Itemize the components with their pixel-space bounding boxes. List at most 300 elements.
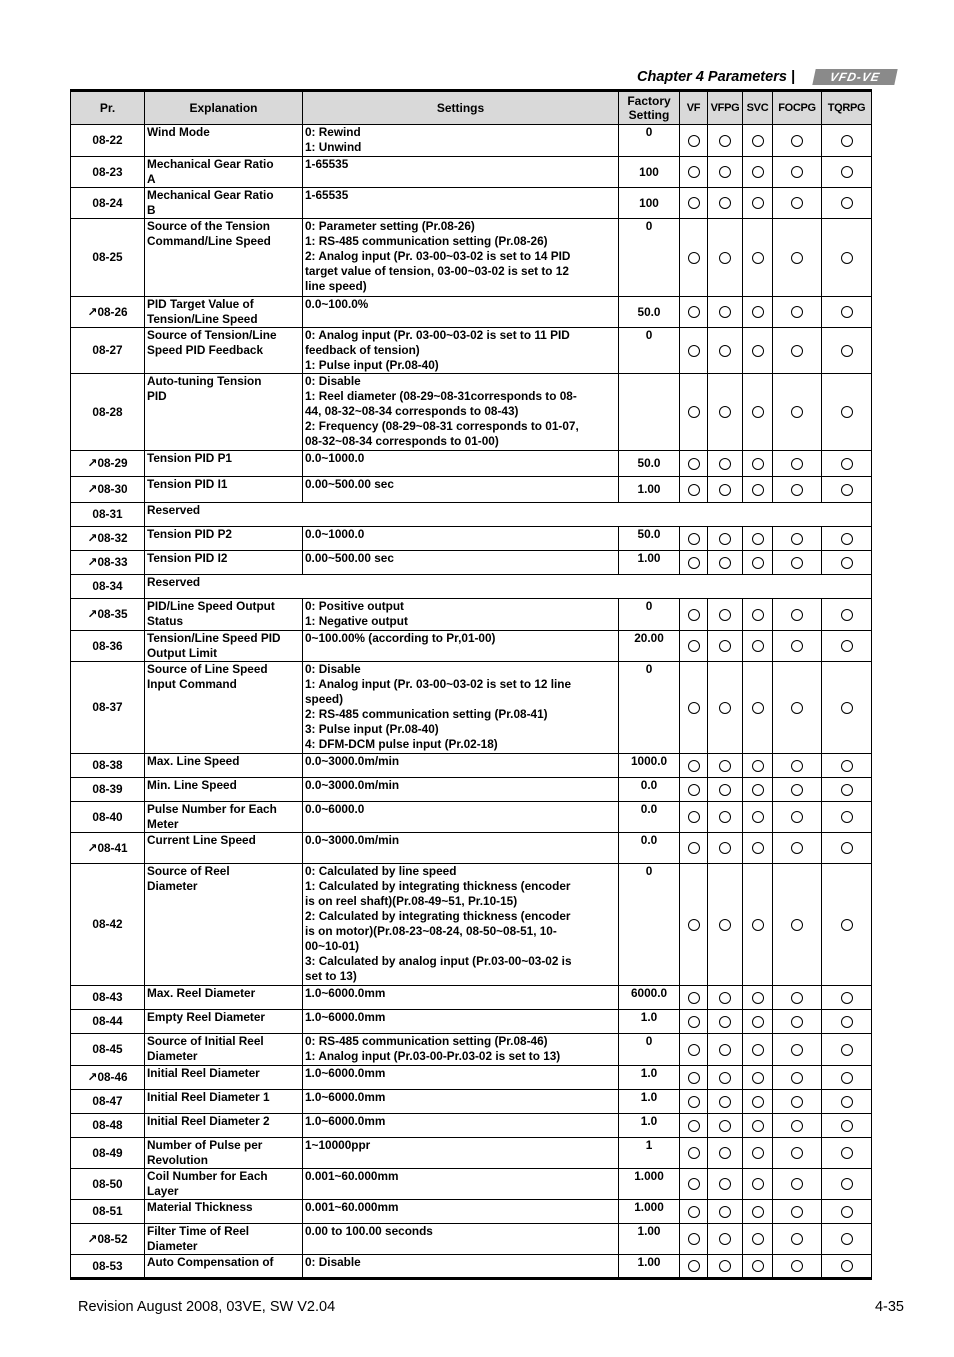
param-number-cell bbox=[71, 1114, 145, 1138]
param-number: 08-34 bbox=[92, 579, 123, 593]
circle-icon bbox=[841, 640, 853, 652]
explanation-cell bbox=[145, 1224, 303, 1255]
factory-setting-cell: 1.00 bbox=[619, 551, 680, 575]
settings-line: 1~10000ppr bbox=[305, 1138, 371, 1152]
circle-icon bbox=[841, 345, 853, 357]
control-mode-cell bbox=[708, 125, 743, 157]
settings-cell bbox=[303, 188, 619, 219]
circle-icon bbox=[791, 406, 803, 418]
circle-icon bbox=[841, 252, 853, 264]
param-number: 08-35 bbox=[97, 607, 128, 621]
circle-icon bbox=[752, 1016, 764, 1028]
control-mode-cell bbox=[822, 1224, 872, 1255]
control-mode-cell bbox=[743, 864, 773, 986]
circle-icon bbox=[752, 842, 764, 854]
runtime-editable-icon: ↗ bbox=[87, 1231, 98, 1246]
control-mode-cell bbox=[708, 1169, 743, 1200]
circle-icon bbox=[719, 1233, 731, 1245]
param-number-cell bbox=[71, 864, 145, 986]
factory-setting-cell: 1.0 bbox=[619, 1010, 680, 1034]
control-mode-cell bbox=[822, 864, 872, 986]
settings-line: 08-32~08-34 corresponds to 01-00) bbox=[305, 434, 499, 448]
circle-icon bbox=[841, 1260, 853, 1272]
circle-icon bbox=[688, 166, 700, 178]
settings-line: 4: DFM-DCM pulse input (Pr.02-18) bbox=[305, 737, 498, 751]
explanation-line: Initial Reel Diameter 1 bbox=[147, 1090, 270, 1104]
param-number: 08-38 bbox=[92, 758, 123, 772]
param-number-cell bbox=[71, 1138, 145, 1169]
param-number-cell bbox=[71, 662, 145, 754]
explanation-cell bbox=[145, 802, 303, 833]
control-mode-cell bbox=[822, 986, 872, 1010]
control-mode-cell bbox=[743, 1255, 773, 1279]
circle-icon bbox=[688, 1016, 700, 1028]
circle-icon bbox=[791, 252, 803, 264]
circle-icon bbox=[791, 345, 803, 357]
settings-line: 00~10-01) bbox=[305, 939, 360, 953]
control-mode-cell bbox=[822, 754, 872, 778]
control-mode-cell bbox=[743, 374, 773, 451]
settings-line: 2: Analog input (Pr. 03-00~03-02 is set to 14 PID bbox=[305, 249, 571, 263]
settings-line: 1.0~6000.0mm bbox=[305, 1010, 386, 1024]
circle-icon bbox=[841, 135, 853, 147]
factory-setting-cell: 1 bbox=[619, 1138, 680, 1169]
control-mode-cell bbox=[680, 1224, 708, 1255]
param-number-cell bbox=[71, 219, 145, 297]
param-number-cell bbox=[71, 1034, 145, 1066]
control-mode-cell bbox=[708, 1255, 743, 1279]
brand-logo: VFD-VE bbox=[812, 69, 897, 85]
control-mode-cell bbox=[822, 1114, 872, 1138]
circle-icon bbox=[688, 609, 700, 621]
settings-line: 0: RS-485 communication setting (Pr.08-46) bbox=[305, 1034, 548, 1048]
column-header: VFPG bbox=[708, 91, 743, 125]
explanation-line: Initial Reel Diameter 2 bbox=[147, 1114, 270, 1128]
control-mode-cell bbox=[743, 754, 773, 778]
settings-line: 1: Analog input (Pr. 03-00~03-02 is set to 12 line bbox=[305, 677, 572, 691]
control-mode-cell bbox=[822, 297, 872, 328]
runtime-editable-icon: ↗ bbox=[87, 840, 98, 855]
circle-icon bbox=[791, 609, 803, 621]
circle-icon bbox=[719, 1206, 731, 1218]
table-row bbox=[71, 1010, 872, 1034]
circle-icon bbox=[752, 1120, 764, 1132]
param-number: 08-37 bbox=[92, 700, 123, 714]
circle-icon bbox=[688, 406, 700, 418]
explanation-cell bbox=[145, 662, 303, 754]
explanation-cell bbox=[145, 631, 303, 662]
factory-setting-cell: 0 bbox=[619, 599, 680, 631]
circle-icon bbox=[719, 811, 731, 823]
explanation-line: Revolution bbox=[147, 1153, 208, 1167]
circle-icon bbox=[752, 811, 764, 823]
explanation-line: Output Limit bbox=[147, 646, 218, 660]
explanation-cell bbox=[145, 328, 303, 374]
explanation-line: Number of Pulse per bbox=[147, 1138, 263, 1152]
circle-icon bbox=[841, 784, 853, 796]
control-mode-cell bbox=[743, 986, 773, 1010]
settings-line: 0.0~1000.0 bbox=[305, 451, 365, 465]
param-number-cell bbox=[71, 631, 145, 662]
control-mode-cell bbox=[743, 1169, 773, 1200]
column-header: SVC bbox=[743, 91, 773, 125]
settings-cell bbox=[303, 864, 619, 986]
control-mode-cell bbox=[773, 1224, 822, 1255]
explanation-line: Material Thickness bbox=[147, 1200, 253, 1214]
control-mode-cell bbox=[708, 986, 743, 1010]
param-number: 08-36 bbox=[92, 638, 123, 653]
control-mode-cell bbox=[743, 1090, 773, 1114]
settings-cell bbox=[303, 1138, 619, 1169]
explanation-line: Tension/Line Speed bbox=[147, 312, 258, 326]
control-mode-cell bbox=[680, 1255, 708, 1279]
circle-icon bbox=[791, 484, 803, 496]
explanation-line: Filter Time of Reel bbox=[147, 1224, 250, 1238]
settings-line: 1: Unwind bbox=[305, 140, 362, 154]
circle-icon bbox=[719, 557, 731, 569]
param-number: 08-27 bbox=[92, 343, 123, 357]
factory-setting-cell: 1000.0 bbox=[619, 754, 680, 778]
control-mode-cell bbox=[708, 374, 743, 451]
settings-line: 0: Rewind bbox=[305, 125, 361, 139]
settings-line: 1: RS-485 communication setting (Pr.08-26) bbox=[305, 234, 548, 248]
table-header-row bbox=[71, 91, 872, 125]
explanation-cell bbox=[145, 1200, 303, 1224]
control-mode-cell bbox=[773, 1169, 822, 1200]
param-number: 08-23 bbox=[92, 164, 123, 179]
factory-setting-cell: 20.00 bbox=[619, 631, 680, 662]
control-mode-cell bbox=[773, 374, 822, 451]
column-header: Explanation bbox=[145, 91, 303, 125]
param-number-cell bbox=[71, 1090, 145, 1114]
settings-cell bbox=[303, 477, 619, 503]
param-number-cell bbox=[71, 1066, 145, 1090]
settings-line: 1: Analog input (Pr.03-00-Pr.03-02 is set to 13) bbox=[305, 1049, 561, 1063]
param-number-cell bbox=[71, 328, 145, 374]
control-mode-cell bbox=[822, 451, 872, 477]
runtime-editable-icon: ↗ bbox=[87, 607, 98, 621]
circle-icon bbox=[688, 784, 700, 796]
control-mode-cell bbox=[680, 1090, 708, 1114]
control-mode-cell bbox=[708, 662, 743, 754]
control-mode-cell bbox=[773, 1034, 822, 1066]
settings-line: 0.00 to 100.00 seconds bbox=[305, 1224, 433, 1238]
control-mode-cell bbox=[680, 754, 708, 778]
control-mode-cell bbox=[743, 451, 773, 477]
factory-setting-cell: 100 bbox=[619, 157, 680, 188]
settings-line: 1-65535 bbox=[305, 157, 349, 171]
control-mode-cell bbox=[773, 631, 822, 662]
control-mode-cell bbox=[680, 599, 708, 631]
settings-line: 0: Positive output bbox=[305, 599, 404, 613]
param-number-cell bbox=[71, 1169, 145, 1200]
control-mode-cell bbox=[680, 1034, 708, 1066]
circle-icon bbox=[841, 702, 853, 714]
settings-line: 44, 08-32~08-34 corresponds to 08-43) bbox=[305, 404, 519, 418]
param-number-cell bbox=[71, 778, 145, 802]
table-row bbox=[71, 503, 872, 527]
explanation-cell bbox=[145, 374, 303, 451]
explanation-line: Speed PID Feedback bbox=[147, 343, 264, 357]
control-mode-cell bbox=[680, 1114, 708, 1138]
explanation-cell bbox=[145, 986, 303, 1010]
column-header: Pr. bbox=[71, 91, 145, 125]
control-mode-cell bbox=[773, 1200, 822, 1224]
explanation-cell bbox=[145, 551, 303, 575]
control-mode-cell bbox=[822, 1066, 872, 1090]
control-mode-cell bbox=[708, 1138, 743, 1169]
explanation-line: Source of the Tension bbox=[147, 219, 271, 233]
table-body bbox=[71, 125, 872, 1279]
column-header: TQRPG bbox=[822, 91, 872, 125]
control-mode-cell bbox=[773, 219, 822, 297]
control-mode-cell bbox=[773, 451, 822, 477]
circle-icon bbox=[841, 484, 853, 496]
table-row bbox=[71, 477, 872, 503]
circle-icon bbox=[752, 1044, 764, 1056]
circle-icon bbox=[752, 1260, 764, 1272]
circle-icon bbox=[841, 609, 853, 621]
control-mode-cell bbox=[680, 157, 708, 188]
table-row bbox=[71, 157, 872, 188]
control-mode-cell bbox=[680, 986, 708, 1010]
circle-icon bbox=[752, 1072, 764, 1084]
table-row bbox=[71, 631, 872, 662]
control-mode-cell bbox=[743, 328, 773, 374]
control-mode-cell bbox=[773, 1090, 822, 1114]
control-mode-cell bbox=[822, 1010, 872, 1034]
circle-icon bbox=[791, 1233, 803, 1245]
control-mode-cell bbox=[822, 219, 872, 297]
control-mode-cell bbox=[743, 125, 773, 157]
param-number: 08-40 bbox=[92, 809, 123, 824]
control-mode-cell bbox=[743, 188, 773, 219]
explanation-cell bbox=[145, 1169, 303, 1200]
circle-icon bbox=[752, 609, 764, 621]
param-number: 08-49 bbox=[92, 1145, 123, 1160]
circle-icon bbox=[791, 1120, 803, 1132]
explanation-line: Diameter bbox=[147, 879, 198, 893]
control-mode-cell bbox=[822, 125, 872, 157]
control-mode-cell bbox=[680, 527, 708, 551]
circle-icon bbox=[791, 1206, 803, 1218]
control-mode-cell bbox=[708, 599, 743, 631]
control-mode-cell bbox=[708, 551, 743, 575]
explanation-line: Max. Line Speed bbox=[147, 754, 240, 768]
circle-icon bbox=[841, 1206, 853, 1218]
control-mode-cell bbox=[822, 631, 872, 662]
control-mode-cell bbox=[680, 1066, 708, 1090]
control-mode-cell bbox=[680, 1169, 708, 1200]
control-mode-cell bbox=[773, 328, 822, 374]
circle-icon bbox=[688, 557, 700, 569]
table-row bbox=[71, 833, 872, 864]
settings-line: target value of tension, 03-00~03-02 is set to 12 bbox=[305, 264, 569, 278]
factory-setting-cell: 50.0 bbox=[619, 451, 680, 477]
control-mode-cell bbox=[822, 527, 872, 551]
control-mode-cell bbox=[822, 328, 872, 374]
settings-cell bbox=[303, 1169, 619, 1200]
control-mode-cell bbox=[680, 219, 708, 297]
circle-icon bbox=[688, 1072, 700, 1084]
settings-line: 2: Frequency (08-29~08-31 corresponds to 01-07, bbox=[305, 419, 579, 433]
circle-icon bbox=[791, 640, 803, 652]
control-mode-cell bbox=[680, 297, 708, 328]
param-number-cell bbox=[71, 527, 145, 551]
control-mode-cell bbox=[743, 551, 773, 575]
param-number: 08-26 bbox=[97, 304, 128, 319]
param-number: 08-32 bbox=[97, 531, 128, 545]
control-mode-cell bbox=[822, 477, 872, 503]
circle-icon bbox=[841, 533, 853, 545]
circle-icon bbox=[688, 702, 700, 714]
settings-line: 1: Negative output bbox=[305, 614, 408, 628]
circle-icon bbox=[719, 484, 731, 496]
settings-line: 1.0~6000.0mm bbox=[305, 1066, 386, 1080]
circle-icon bbox=[688, 1096, 700, 1108]
settings-line: 1-65535 bbox=[305, 188, 349, 202]
settings-line: 0~100.00% (according to Pr,01-00) bbox=[305, 631, 496, 645]
explanation-cell bbox=[145, 219, 303, 297]
settings-line: 0.0~6000.0 bbox=[305, 802, 365, 816]
factory-setting-cell: 0 bbox=[619, 219, 680, 297]
control-mode-cell bbox=[773, 802, 822, 833]
param-number: 08-42 bbox=[92, 917, 123, 931]
settings-cell bbox=[303, 631, 619, 662]
control-mode-cell bbox=[680, 1010, 708, 1034]
circle-icon bbox=[791, 533, 803, 545]
param-number: 08-33 bbox=[97, 555, 128, 569]
circle-icon bbox=[791, 784, 803, 796]
control-mode-cell bbox=[708, 864, 743, 986]
circle-icon bbox=[752, 1206, 764, 1218]
table-row bbox=[71, 451, 872, 477]
factory-setting-cell: 0.0 bbox=[619, 778, 680, 802]
circle-icon bbox=[791, 1178, 803, 1190]
control-mode-cell bbox=[708, 219, 743, 297]
explanation-line: Pulse Number for Each bbox=[147, 802, 277, 816]
settings-line: 0: Disable bbox=[305, 662, 361, 676]
control-mode-cell bbox=[743, 219, 773, 297]
settings-cell bbox=[303, 125, 619, 157]
control-mode-cell bbox=[680, 374, 708, 451]
param-number-cell bbox=[71, 802, 145, 833]
settings-line: 0.00~500.00 sec bbox=[305, 477, 394, 491]
factory-setting-cell: 1.0 bbox=[619, 1090, 680, 1114]
param-number: 08-48 bbox=[92, 1118, 123, 1132]
settings-cell bbox=[303, 599, 619, 631]
circle-icon bbox=[719, 306, 731, 318]
explanation-line: Current Line Speed bbox=[147, 833, 256, 847]
circle-icon bbox=[688, 919, 700, 931]
table-row bbox=[71, 1169, 872, 1200]
factory-setting-cell bbox=[619, 374, 680, 451]
circle-icon bbox=[791, 919, 803, 931]
settings-cell bbox=[303, 527, 619, 551]
control-mode-cell bbox=[743, 631, 773, 662]
control-mode-cell bbox=[743, 1034, 773, 1066]
settings-line: speed) bbox=[305, 692, 344, 706]
explanation-line: Source of Reel bbox=[147, 864, 230, 878]
circle-icon bbox=[791, 702, 803, 714]
param-number-cell bbox=[71, 575, 145, 599]
explanation-line: Reserved bbox=[147, 503, 201, 517]
control-mode-cell bbox=[680, 328, 708, 374]
factory-setting-cell: 100 bbox=[619, 188, 680, 219]
page-header bbox=[70, 66, 900, 90]
control-mode-cell bbox=[773, 864, 822, 986]
table-row bbox=[71, 778, 872, 802]
table-row bbox=[71, 754, 872, 778]
circle-icon bbox=[688, 533, 700, 545]
settings-line: 0.001~60.000mm bbox=[305, 1169, 399, 1183]
explanation-line: Tension PID P2 bbox=[147, 527, 232, 541]
settings-line: 0: Disable bbox=[305, 1255, 361, 1269]
settings-line: 0.00~500.00 sec bbox=[305, 551, 394, 565]
column-header: FOCPG bbox=[773, 91, 822, 125]
control-mode-cell bbox=[680, 1138, 708, 1169]
explanation-line: Coil Number for Each bbox=[147, 1169, 268, 1183]
control-mode-cell bbox=[708, 477, 743, 503]
control-mode-cell bbox=[743, 297, 773, 328]
control-mode-cell bbox=[708, 754, 743, 778]
control-mode-cell bbox=[822, 833, 872, 864]
param-number: 08-50 bbox=[92, 1176, 123, 1191]
factory-setting-cell: 0.0 bbox=[619, 833, 680, 864]
circle-icon bbox=[752, 992, 764, 1004]
explanation-cell bbox=[145, 451, 303, 477]
explanation-cell bbox=[145, 754, 303, 778]
settings-line: set to 13) bbox=[305, 969, 357, 983]
explanation-line: Min. Line Speed bbox=[147, 778, 237, 792]
circle-icon bbox=[688, 306, 700, 318]
control-mode-cell bbox=[773, 157, 822, 188]
factory-setting-cell: 1.00 bbox=[619, 1224, 680, 1255]
circle-icon bbox=[791, 1260, 803, 1272]
circle-icon bbox=[688, 484, 700, 496]
circle-icon bbox=[791, 842, 803, 854]
circle-icon bbox=[791, 992, 803, 1004]
param-number-cell bbox=[71, 125, 145, 157]
circle-icon bbox=[688, 992, 700, 1004]
control-mode-cell bbox=[708, 1224, 743, 1255]
table-row bbox=[71, 551, 872, 575]
settings-cell bbox=[303, 1255, 619, 1279]
explanation-line: Tension/Line Speed PID bbox=[147, 631, 281, 645]
control-mode-cell bbox=[743, 1224, 773, 1255]
table-row bbox=[71, 1114, 872, 1138]
factory-setting-cell: 1.000 bbox=[619, 1169, 680, 1200]
factory-setting-cell: 1.00 bbox=[619, 1255, 680, 1279]
control-mode-cell bbox=[708, 1090, 743, 1114]
control-mode-cell bbox=[773, 188, 822, 219]
table-row bbox=[71, 1090, 872, 1114]
factory-setting-cell: 50.0 bbox=[619, 297, 680, 328]
circle-icon bbox=[791, 135, 803, 147]
circle-icon bbox=[841, 1016, 853, 1028]
explanation-line: Status bbox=[147, 614, 184, 628]
runtime-editable-icon: ↗ bbox=[87, 1070, 98, 1084]
control-mode-cell bbox=[680, 864, 708, 986]
control-mode-cell bbox=[680, 631, 708, 662]
settings-cell bbox=[303, 297, 619, 328]
explanation-line: Source of Tension/Line bbox=[147, 328, 277, 342]
circle-icon bbox=[688, 135, 700, 147]
param-number-cell bbox=[71, 986, 145, 1010]
param-number: 08-25 bbox=[92, 250, 123, 264]
table-row bbox=[71, 802, 872, 833]
parameter-table bbox=[70, 89, 872, 1280]
